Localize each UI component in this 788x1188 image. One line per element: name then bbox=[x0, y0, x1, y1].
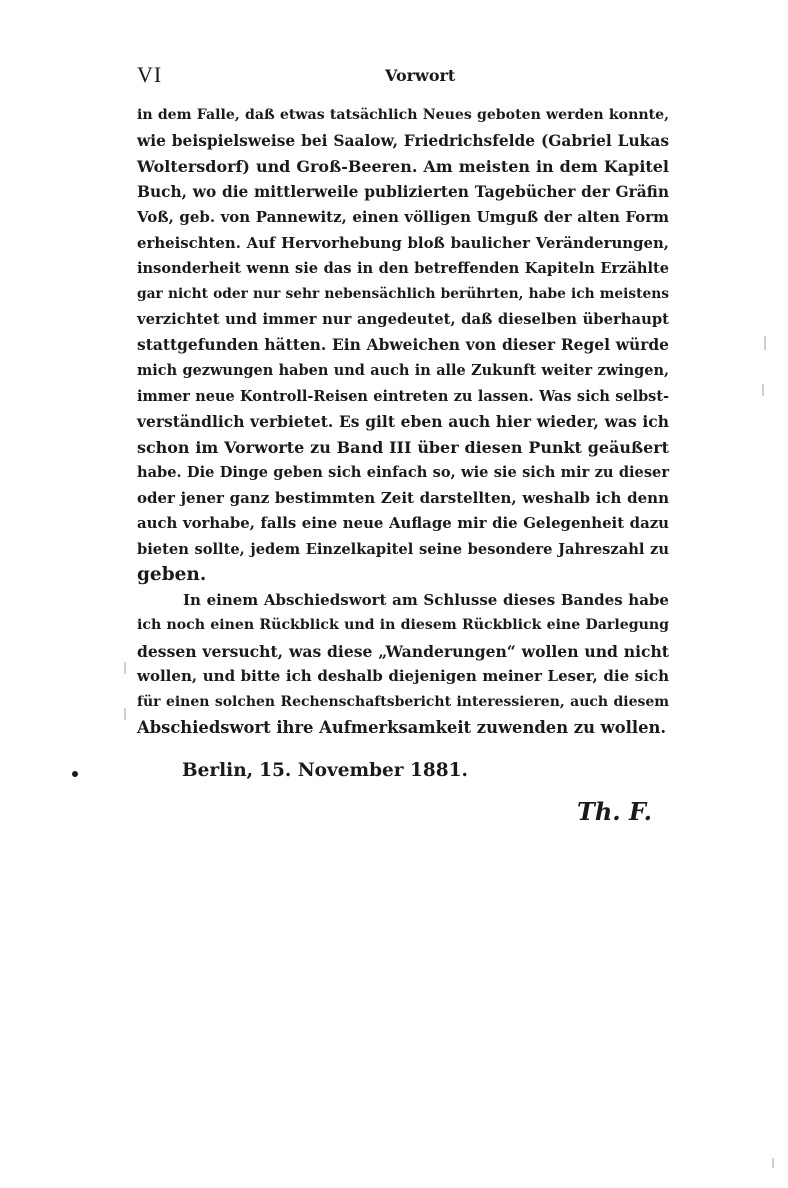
text-line: Abschiedswort ihre Aufmerksamkeit zuwenden zu wollen. bbox=[137, 718, 667, 737]
text-line: ich noch einen Rückblick und in diesem Rückblick eine Darlegung bbox=[137, 617, 669, 633]
text-line: Woltersdorf) und Groß-Beeren. Am meisten in dem Kapitel bbox=[137, 157, 669, 176]
text-line: immer neue Kontroll-Reisen eintreten zu lassen. Was sich selbst- bbox=[137, 387, 669, 405]
text-line: gar nicht oder nur sehr nebensächlich berührten, habe ich meistens bbox=[137, 285, 669, 302]
text-line: geben. bbox=[137, 564, 207, 585]
margin-tick bbox=[124, 662, 126, 674]
text-line: bieten sollte, jedem Einzelkapitel seine besondere Jahreszahl zu bbox=[137, 540, 669, 558]
text-line: wie beispielsweise bei Saalow, Friedrichsfelde (Gabriel Lukas bbox=[137, 131, 669, 150]
body-text bbox=[137, 103, 669, 741]
running-head bbox=[137, 62, 669, 90]
text-line: oder jener ganz bestimmten Zeit darstellten, weshalb ich denn bbox=[137, 488, 669, 507]
text-line: mich gezwungen haben und auch in alle Zukunft weiter zwingen, bbox=[137, 362, 669, 379]
text-line: Buch, wo die mittlerweile publizierten Tagebücher der Gräfin bbox=[137, 182, 669, 201]
running-title: Vorwort bbox=[385, 66, 456, 85]
text-line: dessen versucht, was diese „Wanderungen“ wollen und nicht bbox=[137, 641, 669, 661]
text-line: erheischten. Auf Hervorhebung bloß baulicher Veränderungen, bbox=[137, 233, 669, 252]
margin-dot-mark bbox=[72, 771, 78, 777]
page-number: VI bbox=[137, 62, 163, 87]
dateline-date: 15. November 1881. bbox=[259, 760, 468, 781]
text-line: verzichtet und immer nur angedeutet, daß dieselben überhaupt bbox=[137, 311, 669, 328]
margin-tick bbox=[764, 336, 766, 350]
text-line: in dem Falle, daß etwas tatsächlich Neues geboten werden konnte, bbox=[137, 107, 669, 123]
margin-tick bbox=[772, 1158, 774, 1168]
text-line: auch vorhabe, falls eine neue Auflage mir die Gelegenheit dazu bbox=[137, 514, 669, 532]
dateline bbox=[182, 760, 468, 781]
text-line: schon im Vorworte zu Band III über diesen Punkt geäußert bbox=[137, 437, 669, 457]
text-line: stattgefunden hätten. Ein Abweichen von dieser Regel würde bbox=[137, 335, 669, 354]
text-line: für einen solchen Rechenschaftsbericht interessieren, auch diesem bbox=[137, 693, 669, 710]
text-line: verständlich verbietet. Es gilt eben auch hier wieder, was ich bbox=[137, 412, 669, 431]
margin-tick bbox=[124, 708, 126, 720]
text-line: habe. Die Dinge geben sich einfach so, wie sie sich mir zu dieser bbox=[137, 464, 669, 481]
text-line: wollen, und bitte ich deshalb diejenigen meiner Leser, die sich bbox=[137, 667, 669, 685]
text-line: In einem Abschiedswort am Schlusse dieses Bandes habe bbox=[183, 590, 669, 609]
text-line: insonderheit wenn sie das in den betreffenden Kapiteln Erzählte bbox=[137, 260, 669, 277]
dateline-place: Berlin, bbox=[182, 760, 254, 781]
signature: Th. F. bbox=[577, 797, 652, 826]
margin-tick bbox=[762, 384, 764, 396]
text-line: Voß, geb. von Pannewitz, einen völligen Umguß der alten Form bbox=[137, 208, 669, 226]
